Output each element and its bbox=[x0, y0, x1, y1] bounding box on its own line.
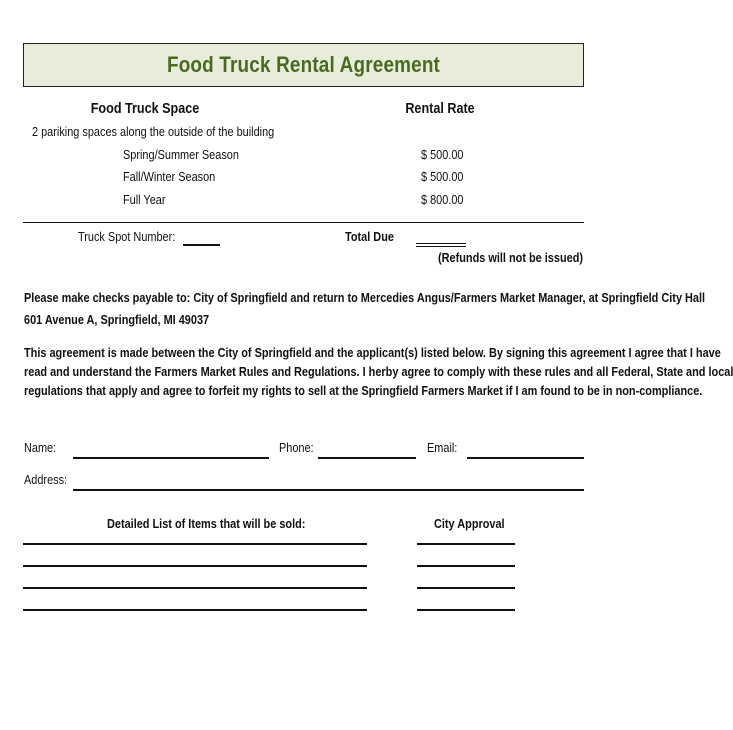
agreement-line-2: read and understand the Farmers Market Rules and Regulations. I herby agree to comply with these rules and all Federal, State and local bbox=[24, 364, 733, 379]
approval-line-3[interactable] bbox=[417, 587, 515, 589]
season-fall-winter: Fall/Winter Season bbox=[123, 169, 216, 184]
season-spring-summer: Spring/Summer Season bbox=[123, 147, 239, 162]
items-heading: Detailed List of Items that will be sold: bbox=[107, 516, 306, 531]
email-field[interactable] bbox=[467, 457, 584, 459]
truck-spot-input-line[interactable] bbox=[183, 244, 220, 246]
agreement-line-3: regulations that apply and agree to forfeit my rights to sell at the Springfield Farmers Market if I am found to be in non-compliance. bbox=[24, 383, 703, 398]
items-line-2[interactable] bbox=[23, 565, 367, 567]
payment-address: 601 Avenue A, Springfield, MI 49037 bbox=[24, 312, 210, 327]
items-line-4[interactable] bbox=[23, 609, 367, 611]
payment-instructions: Please make checks payable to: City of Springfield and return to Mercedies Angus/Farmers Market Manager, at Springfield City Hall bbox=[24, 290, 706, 305]
price-full-year: $ 800.00 bbox=[421, 192, 464, 207]
refunds-note: (Refunds will not be issued) bbox=[438, 250, 584, 265]
city-approval-heading: City Approval bbox=[434, 516, 505, 531]
items-line-1[interactable] bbox=[23, 543, 367, 545]
document-title: Food Truck Rental Agreement bbox=[166, 52, 441, 77]
rental-rate-heading: Rental Rate bbox=[405, 100, 475, 117]
price-fall-winter: $ 500.00 bbox=[421, 169, 464, 184]
items-line-3[interactable] bbox=[23, 587, 367, 589]
price-spring-summer: $ 500.00 bbox=[421, 147, 464, 162]
name-label: Name: bbox=[24, 440, 57, 455]
total-due-line-bottom bbox=[416, 246, 466, 247]
phone-field[interactable] bbox=[318, 457, 416, 459]
phone-label: Phone: bbox=[279, 440, 314, 455]
address-label: Address: bbox=[24, 472, 68, 487]
approval-line-1[interactable] bbox=[417, 543, 515, 545]
title-box bbox=[23, 43, 584, 87]
approval-line-2[interactable] bbox=[417, 565, 515, 567]
name-field[interactable] bbox=[73, 457, 269, 459]
section-divider bbox=[23, 222, 584, 223]
total-due-label: Total Due bbox=[345, 229, 394, 244]
email-label: Email: bbox=[427, 440, 458, 455]
season-full-year: Full Year bbox=[123, 192, 166, 207]
approval-line-4[interactable] bbox=[417, 609, 515, 611]
space-description: 2 pariking spaces along the outside of the building bbox=[32, 124, 275, 139]
address-field[interactable] bbox=[73, 489, 584, 491]
food-truck-space-heading: Food Truck Space bbox=[90, 100, 200, 117]
truck-spot-label: Truck Spot Number: bbox=[78, 229, 176, 244]
agreement-line-1: This agreement is made between the City of Springfield and the applicant(s) listed below. By signing this agreement I agree that I have bbox=[24, 345, 721, 360]
total-due-line-top[interactable] bbox=[416, 243, 466, 244]
